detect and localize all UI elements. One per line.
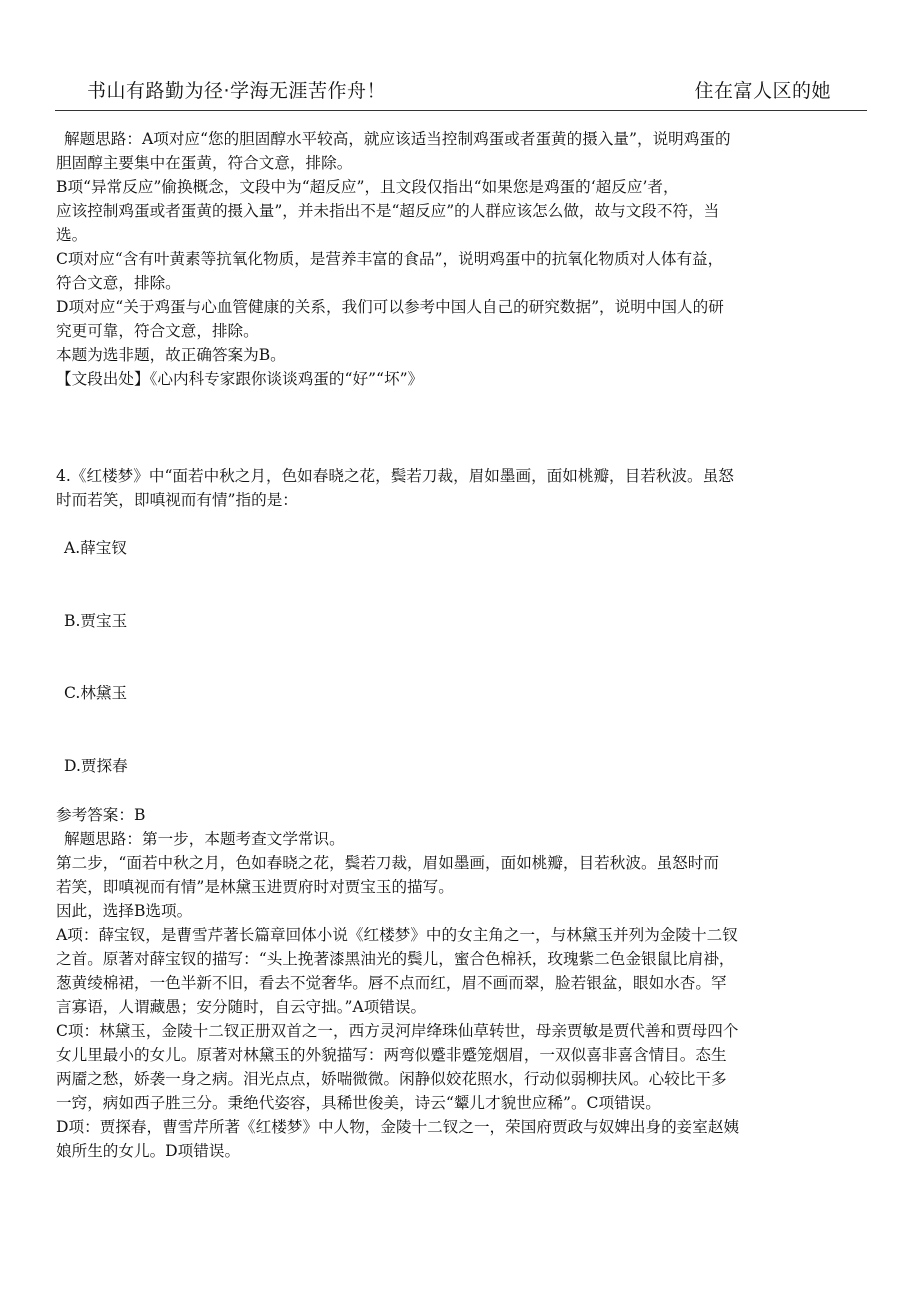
answer-line: 之首。原著对薛宝钗的描写：“头上挽著漆黑油光的鬓儿，蜜合色棉袄，玫瑰紫二色金银鼠比肩褂， — [56, 950, 735, 968]
option-b: B.贾宝玉 — [64, 612, 128, 630]
header-motto: 书山有路勤为径·学海无涯苦作舟！ — [87, 80, 387, 102]
prev-explanation-line: 本题为选非题，故正确答案为B。 — [56, 346, 286, 364]
question-stem: 时而若笑，即嗔视而有情”指的是： — [56, 491, 298, 509]
question-stem: 4.《红楼梦》中“面若中秋之月，色如春晓之花，鬓若刀裁，眉如墨画，面如桃瓣，目若秋波。虽怒 — [56, 467, 734, 485]
answer-line: 一窍，病如西子胜三分。秉绝代姿容，具稀世俊美，诗云“颦儿才貌世应稀”。C项错误。 — [56, 1094, 661, 1112]
prev-explanation-line: 选。 — [56, 226, 88, 244]
answer-label: 参考答案：B — [56, 806, 146, 824]
answer-line: 娘所生的女儿。D项错误。 — [56, 1142, 241, 1160]
answer-line: 两靥之愁，娇袭一身之病。泪光点点，娇喘微微。闲静似姣花照水，行动似弱柳扶风。心较比干多 — [56, 1070, 727, 1088]
answer-line: 解题思路：第一步，本题考查文学常识。 — [64, 830, 345, 848]
prev-explanation-line: 符合文意，排除。 — [56, 274, 181, 292]
answer-line: D项：贾探春，曹雪芹所著《红楼梦》中人物，金陵十二钗之一，荣国府贾政与奴婢出身的妾室赵姨 — [56, 1118, 740, 1136]
answer-line: 言寡语，人谓藏愚；安分随时，自云守拙。”A项错误。 — [56, 998, 427, 1016]
prev-explanation-line: D项对应“关于鸡蛋与心血管健康的关系，我们可以参考中国人自己的研究数据”，说明中国人的研 — [56, 298, 724, 316]
prev-explanation-line: 胆固醇主要集中在蛋黄，符合文意，排除。 — [56, 154, 353, 172]
source-citation: 【文段出处】《心内科专家跟你谈谈鸡蛋的“好”“坏”》 — [56, 370, 424, 388]
answer-line: C项：林黛玉，金陵十二钗正册双首之一，西方灵河岸绛珠仙草转世，母亲贾敏是贾代善和贾母四个 — [56, 1022, 739, 1040]
option-c: C.林黛玉 — [64, 684, 128, 702]
answer-line: A项：薛宝钗，是曹雪芹著长篇章回体小说《红楼梦》中的女主角之一，与林黛玉并列为金陵十二钗 — [56, 926, 738, 944]
option-d: D.贾探春 — [64, 757, 128, 775]
answer-line: 第二步，“面若中秋之月，色如春晓之花，鬓若刀裁，眉如墨画，面如桃瓣，目若秋波。虽怒时而 — [56, 854, 719, 872]
page-header — [55, 70, 867, 111]
prev-explanation-line: B项“异常反应”偷换概念，文段中为“超反应”，且文段仅指出“如果您是鸡蛋的‘超反应’者， — [56, 178, 679, 196]
answer-line: 因此，选择B选项。 — [56, 902, 193, 920]
answer-line: 若笑，即嗔视而有情”是林黛玉进贾府时对贾宝玉的描写。 — [56, 878, 454, 896]
prev-explanation-line: C项对应“含有叶黄素等抗氧化物质，是营养丰富的食品”，说明鸡蛋中的抗氧化物质对人体有益， — [56, 250, 724, 268]
prev-explanation-line: 应该控制鸡蛋或者蛋黄的摄入量”，并未指出不是“超反应”的人群应该怎么做，故与文段不符，当 — [56, 202, 720, 220]
prev-explanation-line: 究更可靠，符合文意，排除。 — [56, 322, 259, 340]
prev-explanation-line: 解题思路：A项对应“您的胆固醇水平较高，就应该适当控制鸡蛋或者蛋黄的摄入量”，说明鸡蛋的 — [64, 130, 731, 148]
option-a: A.薛宝钗 — [64, 539, 127, 557]
answer-line: 女儿里最小的女儿。原著对林黛玉的外貌描写：两弯似蹙非蹙笼烟眉，一双似喜非喜含情目。态生 — [56, 1046, 727, 1064]
answer-line: 葱黄绫棉裙，一色半新不旧，看去不觉奢华。唇不点而红，眉不画而翠，脸若银盆，眼如水杏。罕 — [56, 974, 727, 992]
header-author: 住在富人区的她 — [694, 80, 831, 102]
